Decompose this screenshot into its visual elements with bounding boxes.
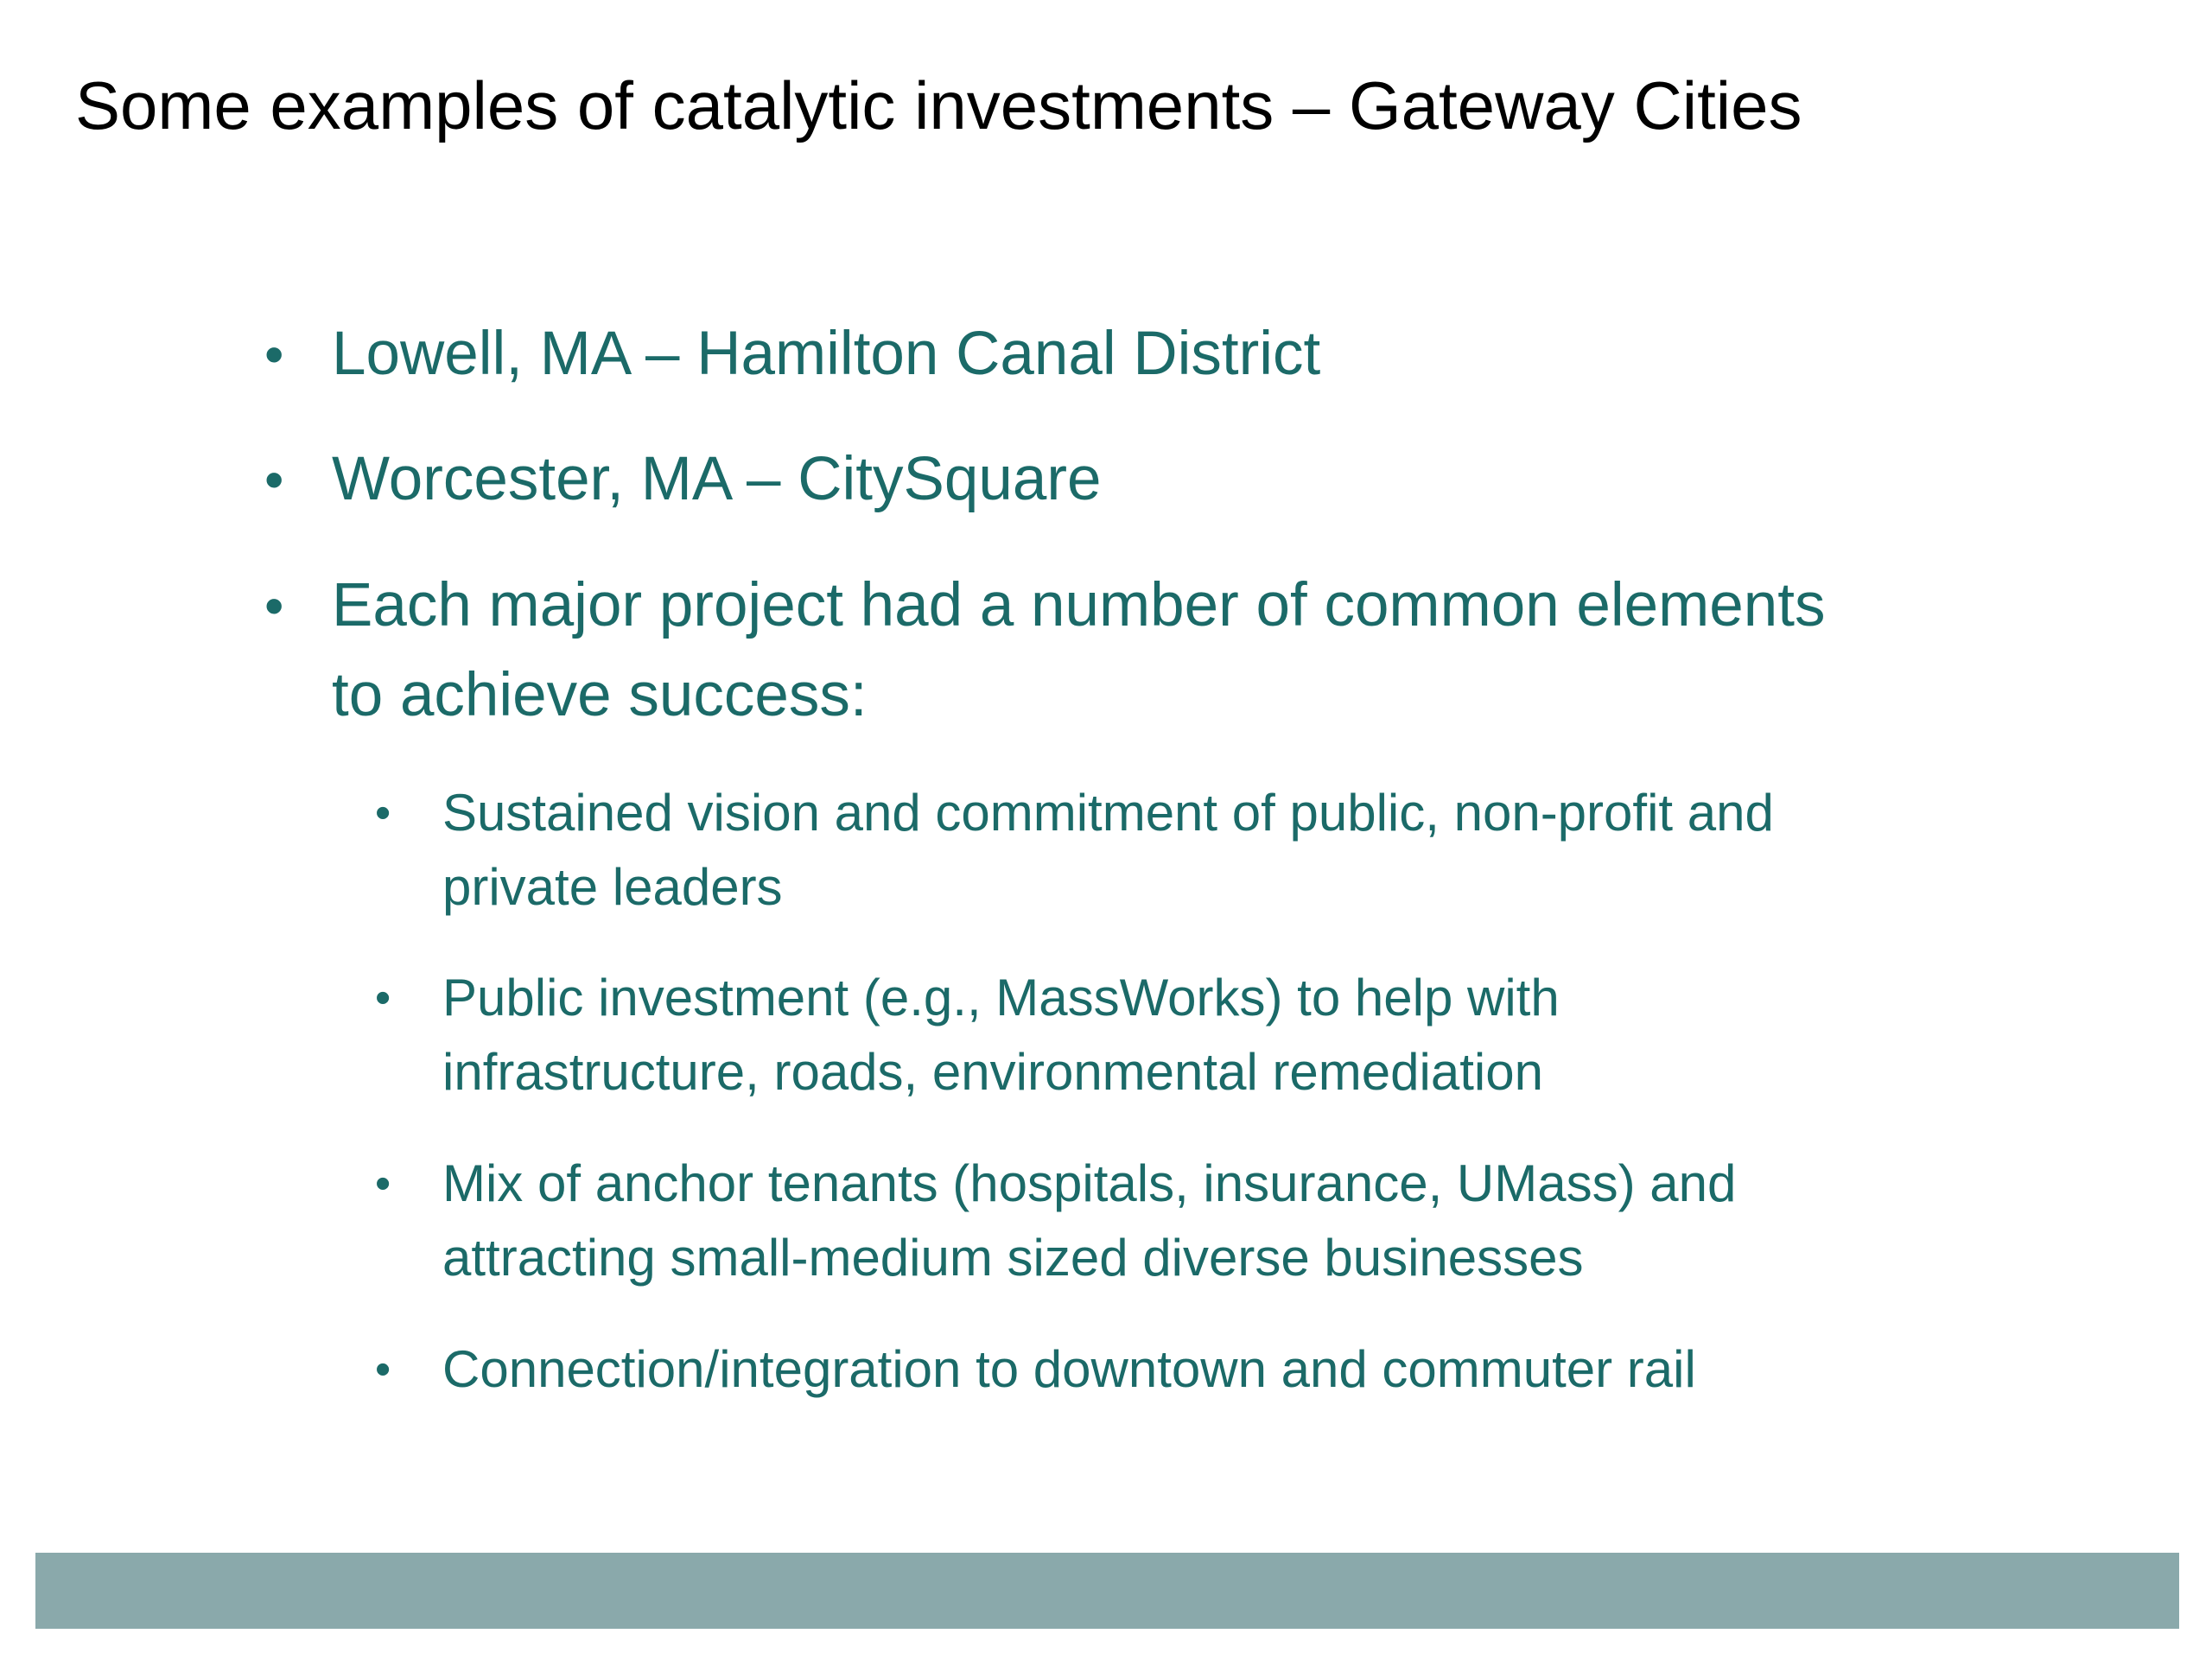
bullet-line: Each major project had a number of common elements: [332, 571, 1826, 639]
slide-title: Some examples of catalytic investments – Gateway Cities: [75, 67, 1802, 143]
sub-bullet-dot: •: [375, 973, 391, 1023]
bullet-text: [332, 309, 1320, 399]
sub-bullet-text: [442, 961, 1560, 1109]
sub-bullet-text: [442, 1332, 1696, 1407]
sub-bullet-line: Sustained vision and commitment of public, non-profit and: [442, 784, 1774, 842]
bullet-line: Lowell, MA – Hamilton Canal District: [332, 320, 1321, 388]
sub-bullet-line: infrastructure, roads, environmental remediation: [442, 1043, 1543, 1101]
sub-bullet-line: Mix of anchor tenants (hospitals, insurance, UMass) and: [442, 1154, 1737, 1212]
bullet-line: Worcester, MA – CitySquare: [332, 445, 1102, 513]
sub-bullet-line: private leaders: [442, 858, 783, 916]
bullet-text: [332, 561, 1826, 741]
sub-bullet-text: [442, 1147, 1736, 1295]
sub-bullet-line: Connection/integration to downtown and commuter rail: [442, 1340, 1696, 1398]
bullet-dot: •: [264, 448, 284, 511]
sub-bullet-dot: •: [375, 1159, 391, 1209]
bullet-line: to achieve success:: [332, 661, 868, 729]
sub-bullet-line: Public investment (e.g., MassWorks) to help with: [442, 969, 1560, 1027]
sub-bullet-text: [442, 776, 1774, 925]
sub-bullet-line: attracting small-medium sized diverse businesses: [442, 1229, 1584, 1287]
bullet-dot: •: [264, 575, 284, 637]
sub-bullet-dot: •: [375, 1344, 391, 1395]
bullet-text: [332, 435, 1101, 524]
sub-bullet-dot: •: [375, 788, 391, 838]
footer-bar: [35, 1553, 2179, 1629]
bullet-dot: •: [264, 323, 284, 385]
